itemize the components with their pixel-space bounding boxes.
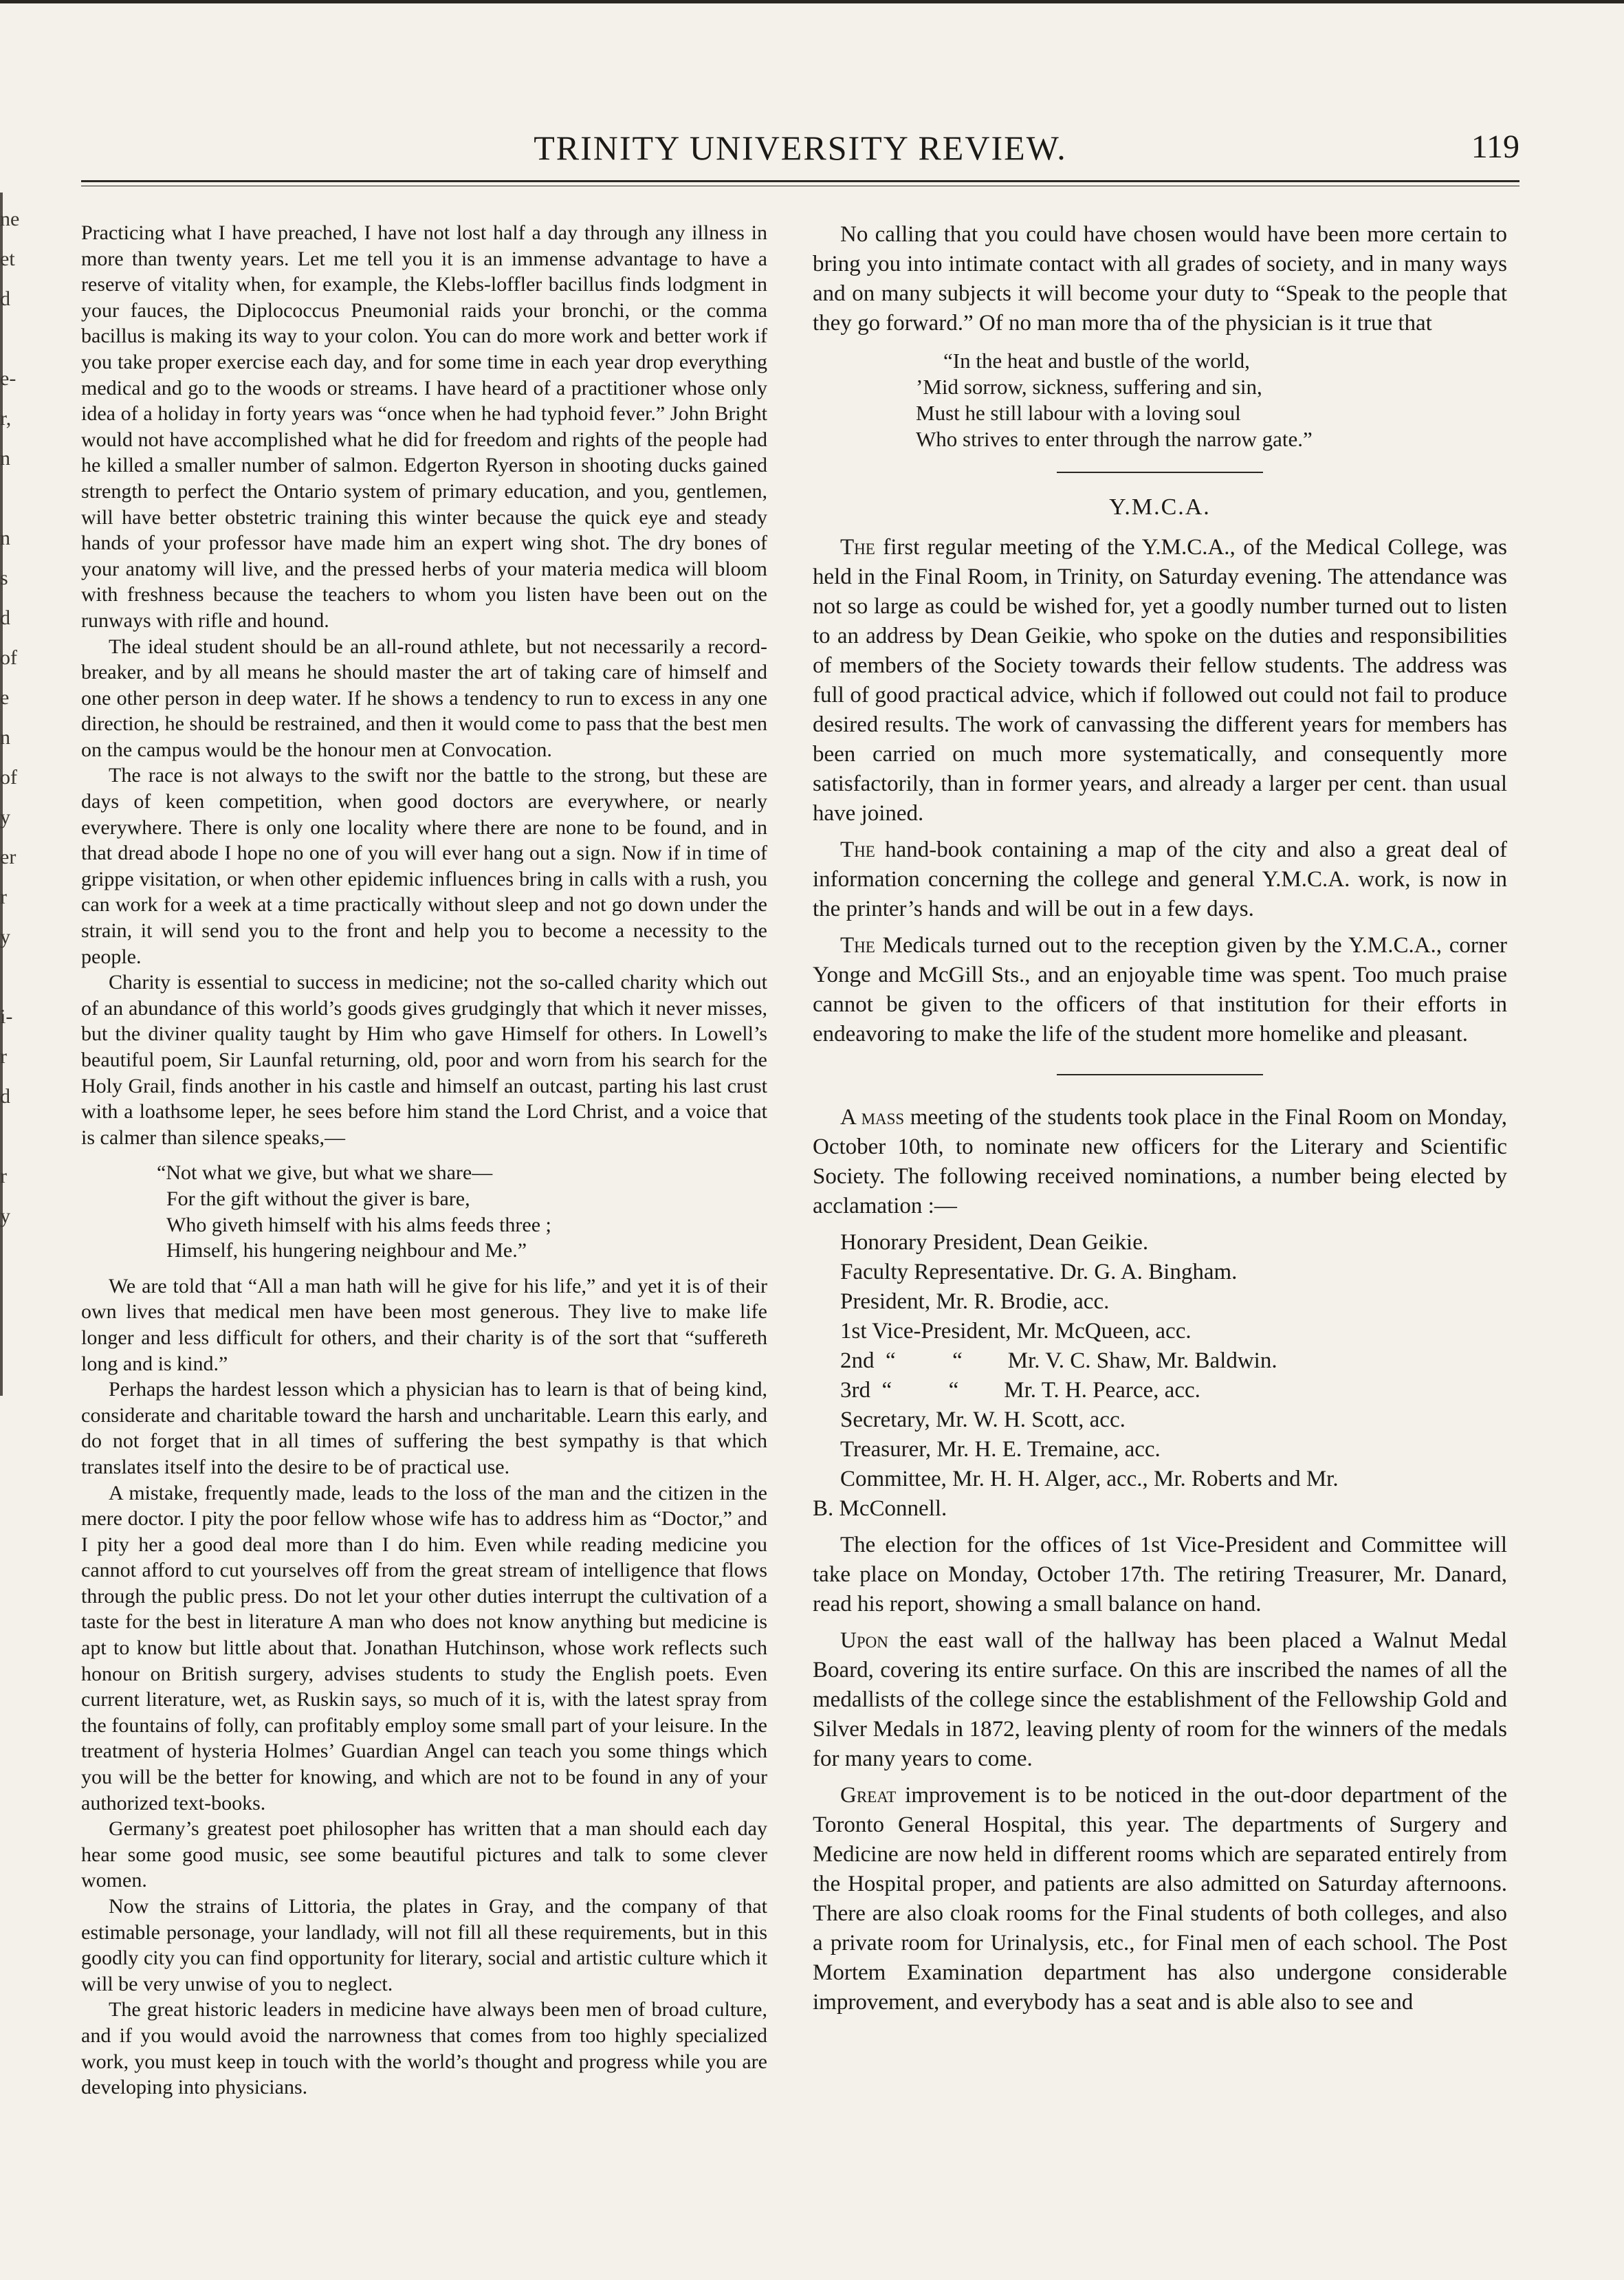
paragraph-text: meeting of the students took place in the Final Room on Monday, October 10th, to nominate new officers for the Literary and Scientific Society. The following received nominations, a number being elected by acclamation :— [813, 1105, 1507, 1218]
paragraph-text: first regular meeting of the Y.M.C.A., of the Medical College, was held in the Final Room, in Trinity, on Saturday evening. The attendance was not so large as could be wished for, yet a goodly number turned out to listen to an address by Dean Geikie, who spoke on the duties and responsibilities of members of the Society towards their fellow students. The address was full of good practical advice, which if followed out could not fail to produce desired results. The work of canvassing the different years for members has been carried on much more systematically, and consequently more satisfactorily, than in former years, and already a larger per cent. than usual have joined. [813, 535, 1507, 826]
poem-line: “Not what we give, but what we share— [157, 1161, 493, 1185]
running-header [81, 122, 1519, 171]
paragraph-text: Medicals turned out to the reception given by the Y.M.C.A., corner Yonge and McGill Sts., and an enjoyable time was spent. Too much praise cannot be given to the officers of that institution for their efforts in endeavoring to make the life of the student more homelike and pleasant. [813, 933, 1507, 1046]
section-heading-ymca: Y.M.C.A. [1109, 494, 1211, 520]
poem-line: Who strives to enter through the narrow gate.” [916, 427, 1313, 451]
nomination-entry: Secretary, Mr. W. H. Scott, acc. [840, 1407, 1126, 1432]
nomination-entry: Committee, Mr. H. H. Alger, acc., Mr. Roberts and Mr. [840, 1467, 1339, 1491]
paragraph [813, 1103, 1507, 1221]
paragraph: We are told that “All a man hath will he give for his life,” and yet it is of their own lives that medical men have been most generous. They live to make life longer and less difficult for others, and their charity is of the sort that “suffereth long and is kind.” [81, 1274, 767, 1375]
lead-word: A mass [840, 1105, 905, 1130]
paragraph: The great historic leaders in medicine have always been men of broad culture, and if you would avoid the narrowness that comes from too highly specialized work, you must keep in touch with the world’s thought and progress while you are developing into physicians. [81, 1998, 767, 2099]
paragraph [813, 533, 1507, 829]
section-divider [1057, 1074, 1263, 1075]
paragraph: The election for the offices of 1st Vice-President and Committee will take place on Monday, October 17th. The retiring Treasurer, Mr. Danard, read his report, showing a small balance on hand. [813, 1533, 1507, 1616]
paragraph-text: improvement is to be noticed in the out-door department of the Toronto General Hospital, this year. The departments of Surgery and Medicine are now held in different rooms which are separated entirely from the Hospital proper, and patients are also admitted on Saturday afternoons. There are also cloak rooms for the Final students of both colleges, and also a private room for Urinalysis, etc., for Final men of each school. The Post Mortem Examination department has also undergone considerable improvement, and everybody has a seat and is able also to see and [813, 1783, 1507, 2015]
section-divider [1057, 472, 1263, 473]
nomination-entry: 3rd “ “ Mr. T. H. Pearce, acc. [840, 1378, 1200, 1403]
paragraph: Germany’s greatest poet philosopher has written that a man should each day hear some good music, see some beautiful pictures and talk to some clever women. [81, 1817, 767, 1892]
right-column [813, 220, 1507, 2269]
paragraph: Charity is essential to success in medicine; not the so-called charity which out of an abundance of this world’s goods gives grudgingly that which it never misses, but the diviner quality taught by Him who gave Himself for others. In Lowell’s beautiful poem, Sir Launfal returning, old, poor and worn from his search for the Holy Grail, finds another in his castle and himself an outcast, parting his last crust with a loathsome leper, he sees before him stand the Lord Christ, and a voice that is calmer than silence speaks,— [81, 971, 767, 1149]
paragraph: No calling that you could have chosen would have been more certain to bring you into intimate contact with all grades of society, and in many ways and on many subjects it will become your duty to “Speak to the people that they go forward.” Of no man more tha of the physician is it true that [813, 222, 1507, 336]
page-number: 119 [1471, 129, 1519, 165]
poem-line: Who giveth himself with his alms feeds three ; [166, 1213, 551, 1236]
lead-word: The [840, 535, 875, 560]
lead-word: The [840, 837, 875, 862]
poem-line: Himself, his hungering neighbour and Me.” [166, 1239, 527, 1262]
paragraph: Now the strains of Littoria, the plates in Gray, and the company of that estimable personage, your landlady, will not fill all these requirements, but in this goodly city you can find opportunity for literary, social and artistic culture which it will be very unwise of you to neglect. [81, 1895, 767, 1995]
adjacent-page-bleed: ne et d e- r, n n s d of e n of y er r y i- r d r y [0, 208, 20, 1227]
paragraph [813, 835, 1507, 924]
nomination-entry: 2nd “ “ Mr. V. C. Shaw, Mr. Baldwin. [840, 1348, 1277, 1373]
nomination-continuation: B. McConnell. [813, 1496, 947, 1521]
lead-word: Upon [840, 1628, 888, 1653]
poem-line: “In the heat and bustle of the world, [943, 349, 1250, 373]
paragraph [813, 931, 1507, 1049]
top-edge-rule [0, 0, 1624, 3]
poem-line: For the gift without the giver is bare, [166, 1187, 470, 1210]
nomination-entry: Honorary President, Dean Geikie. [840, 1230, 1149, 1255]
poem-quote [916, 348, 1507, 452]
nomination-entry: Treasurer, Mr. H. E. Tremaine, acc. [840, 1437, 1161, 1462]
paragraph-text: hand-book containing a map of the city and also a great deal of information concerning the college and general Y.M.C.A. work, is now in the printer’s hands and will be out in a few days. [813, 837, 1507, 921]
paragraph: The ideal student should be an all-round athlete, but not necessarily a record-breaker, and by all means he should master the art of taking care of himself and one other person in deep water. If he shows a tendency to run to excess in any one direction, he should be restrained, and then it would come to pass that the best men on the campus would be the honour men at Convocation. [81, 635, 767, 761]
left-column [81, 220, 767, 2269]
poem-line: Must he still labour with a loving soul [916, 401, 1241, 425]
paragraph [813, 1781, 1507, 2017]
journal-title: TRINITY UNIVERSITY REVIEW. [534, 129, 1067, 167]
paragraph-text: the east wall of the hallway has been placed a Walnut Medal Board, covering its entire surface. On this are inscribed the names of all the medallists of the college since the establishment of the Fellowship Gold and Silver Medals in 1872, leaving plenty of room for the winners of the medals for many years to come. [813, 1628, 1507, 1771]
paragraph: Practicing what I have preached, I have not lost half a day through any illness in more than twenty years. Let me tell you it is an immense advantage to have a reserve of vitality when, for example, the Klebs-loffler bacillus finds lodgment in your fauces, the Diplococcus Pneumonial raids your bronchi, or the comma bacillus is making its way to your colon. You can do more work and better work if you take proper exercise each day, and for some time in each year drop everything medical and go to the woods or streams. I have heard of a practitioner whose only idea of a holiday in forty years was “once when he had typhoid fever.” John Bright would not have accomplished what he did for freedom and rights of the people had he killed a smaller number of salmon. Edgerton Ryerson in shooting ducks gained strength to perfect the Ontario system of primary education, and you, gentlemen, will have better obstetric training this winter because the quick eye and steady hands of your professor have made him an expert wing shot. The dry bones of your anatomy will live, and the pressed herbs of your materia medica will bloom with freshness because the teachers to whom you listen have been out on the runways with rifle and hound. [81, 221, 767, 632]
nomination-entry: 1st Vice-President, Mr. McQueen, acc. [840, 1319, 1192, 1344]
nominations-list [813, 1228, 1507, 1494]
header-rule-thick [81, 180, 1519, 182]
paragraph [813, 1626, 1507, 1774]
lead-word: The [840, 933, 875, 958]
nomination-entry: Faculty Representative. Dr. G. A. Bingham. [840, 1260, 1238, 1284]
poem-quote [157, 1160, 767, 1263]
nomination-entry: President, Mr. R. Brodie, acc. [840, 1289, 1110, 1314]
paragraph: A mistake, frequently made, leads to the loss of the man and the citizen in the mere doctor. I pity the poor fellow whose wife has to address him as “Doctor,” and I pity her a good deal more than I do him. Even while reading medicine you cannot afford to cut yourselves off from the great stream of intelligence that flows through the public press. Do not let your other duties interrupt the cultivation of a taste for the best in literature A man who does not know anything but medicine is apt to know but little about that. Jonathan Hutchinson, whose work reflects such honour on British surgery, advises students to study the English poets. Even current literature, wet, as Ruskin says, so much of it is, with the latest spray from the fountains of folly, can profitably employ some small part of your leisure. In the treatment of hysteria Holmes’ Guardian Angel can teach you some things which you will be the better for knowing, and which are not to be found in any of your authorized text-books. [81, 1481, 767, 1815]
paragraph: The race is not always to the swift nor the battle to the strong, but these are days of keen competition, when good doctors are everywhere, or nearly everywhere. There is only one locality where there are none to be found, and in that dread abode I hope no one of you will ever hang out a sign. Now if in time of grippe visitation, or when other epidemic influences bring in calls with a rush, you can work for a week at a time practically without sleep and not go down under the strain, it will send you to the front and help you to become a necessity to the people. [81, 764, 767, 968]
lead-word: Great [840, 1783, 897, 1808]
poem-line: ’Mid sorrow, sickness, suffering and sin, [916, 375, 1262, 399]
paragraph: Perhaps the hardest lesson which a physician has to learn is that of being kind, considerate and charitable toward the harsh and uncharitable. Learn this early, and do not forget that in all times of suffering the best sympathy is that which translates itself into the desire to be of practical use. [81, 1378, 767, 1478]
